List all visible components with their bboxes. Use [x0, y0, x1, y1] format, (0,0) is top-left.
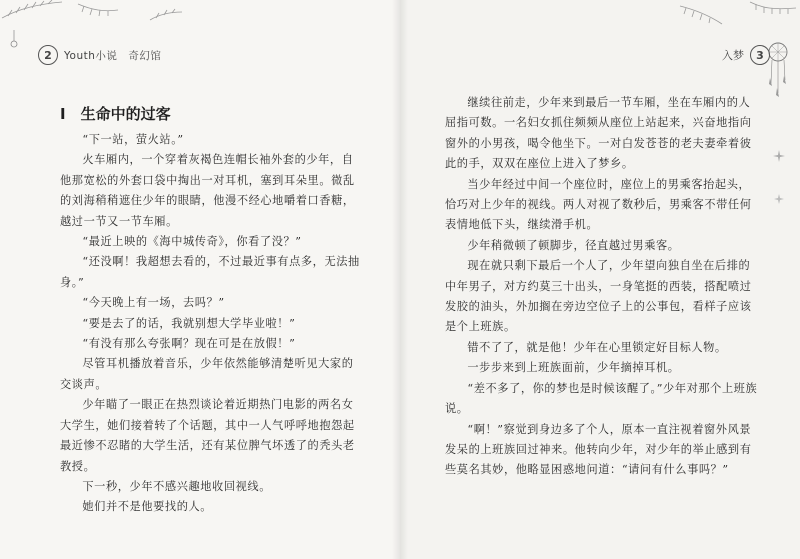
paragraph: “最近上映的《海中城传奇》，你看了没？”: [82, 235, 302, 249]
right-page-body: [445, 93, 760, 481]
left-page-body: [60, 130, 360, 518]
right-page: [400, 0, 800, 559]
paragraph: 错不了了，就是他！少年在心里锁定好目标人物。: [467, 340, 727, 354]
paragraph: “啊！”察觉到身边多了个人，原本一直注视着窗外风景发呆的上班族回过神来。他转向少年，对少年的举止感到有些莫名其妙，他略显困惑地问道：“请问有什么事吗？”: [445, 422, 752, 477]
series-label: Youth小说 奇幻馆: [64, 49, 162, 62]
paragraph: 现在就只剩下最后一个人了，少年望向独自坐在后排的中年男子，对方约莫三十出头，一身笔挺的西装，搭配喷过发胶的油头，外加搁在旁边空位子上的公事包，看样子应该是个上班族。: [445, 259, 752, 334]
left-page-number: 2: [38, 45, 58, 65]
paragraph: 下一秒，少年不感兴趣地收回视线。: [82, 479, 271, 493]
paragraph: 她们并不是他要找的人。: [82, 500, 213, 514]
right-page-header: [722, 45, 770, 65]
running-title: 入梦: [722, 49, 744, 62]
paragraph: 当少年经过中间一个座位时，座位上的男乘客抬起头，恰巧对上少年的视线。两人对视了数秒后，男乘客不带任何表情地低下头，继续滑手机。: [445, 177, 752, 232]
star-decoration-icon: [772, 150, 786, 210]
paragraph: 一步步来到上班族面前，少年摘掉耳机。: [467, 361, 680, 375]
paragraph: 少年稍微顿了顿脚步，径直越过男乘客。: [467, 238, 680, 252]
paragraph: “今天晚上有一场，去吗？”: [82, 296, 225, 310]
paragraph: 继续往前走，少年来到最后一节车厢，坐在车厢内的人屈指可数。一名妇女抓住频频从座位上站起来，兴奋地指向窗外的小男孩，喝令他坐下。一对白发苍苍的老夫妻牵着彼此的手，双双在座位上进入了梦乡。: [445, 96, 752, 171]
paragraph: “要是去了的话，我就别想大学毕业啦！”: [82, 316, 296, 330]
paragraph: “差不多了，你的梦也是时候该醒了。”少年对那个上班族说。: [445, 381, 758, 416]
paragraph: “有没有那么夸张啊？现在可是在放假！”: [82, 337, 296, 351]
paragraph: 尽管耳机播放着音乐，少年依然能够清楚听见大家的交谈声。: [60, 357, 354, 391]
chapter-title: I 生命中的过客: [60, 105, 171, 123]
left-page-header: [38, 45, 161, 65]
paragraph: 火车厢内，一个穿着灰褐色连帽长袖外套的少年，自他那宽松的外套口袋中掏出一对耳机，塞到耳朵里。微乱的刘海稍稍遮住少年的眼睛，他漫不经心地嚼着口香糖，越过一节又一节车厢。: [60, 153, 355, 228]
paragraph: 少年瞄了一眼正在热烈谈论着近期热门电影的两名女大学生，她们接着转了个话题，其中一人气呼呼地抱怨起最近惨不忍睹的大学生活，还有某位脾气坏透了的秃头老教授。: [60, 398, 355, 473]
paragraph: “下一站，萤火站。”: [82, 133, 184, 146]
book-gutter: [392, 0, 408, 559]
right-page-number: 3: [750, 45, 770, 65]
paragraph: “还没啊！我超想去看的，不过最近事有点多，无法抽身。”: [60, 255, 360, 289]
